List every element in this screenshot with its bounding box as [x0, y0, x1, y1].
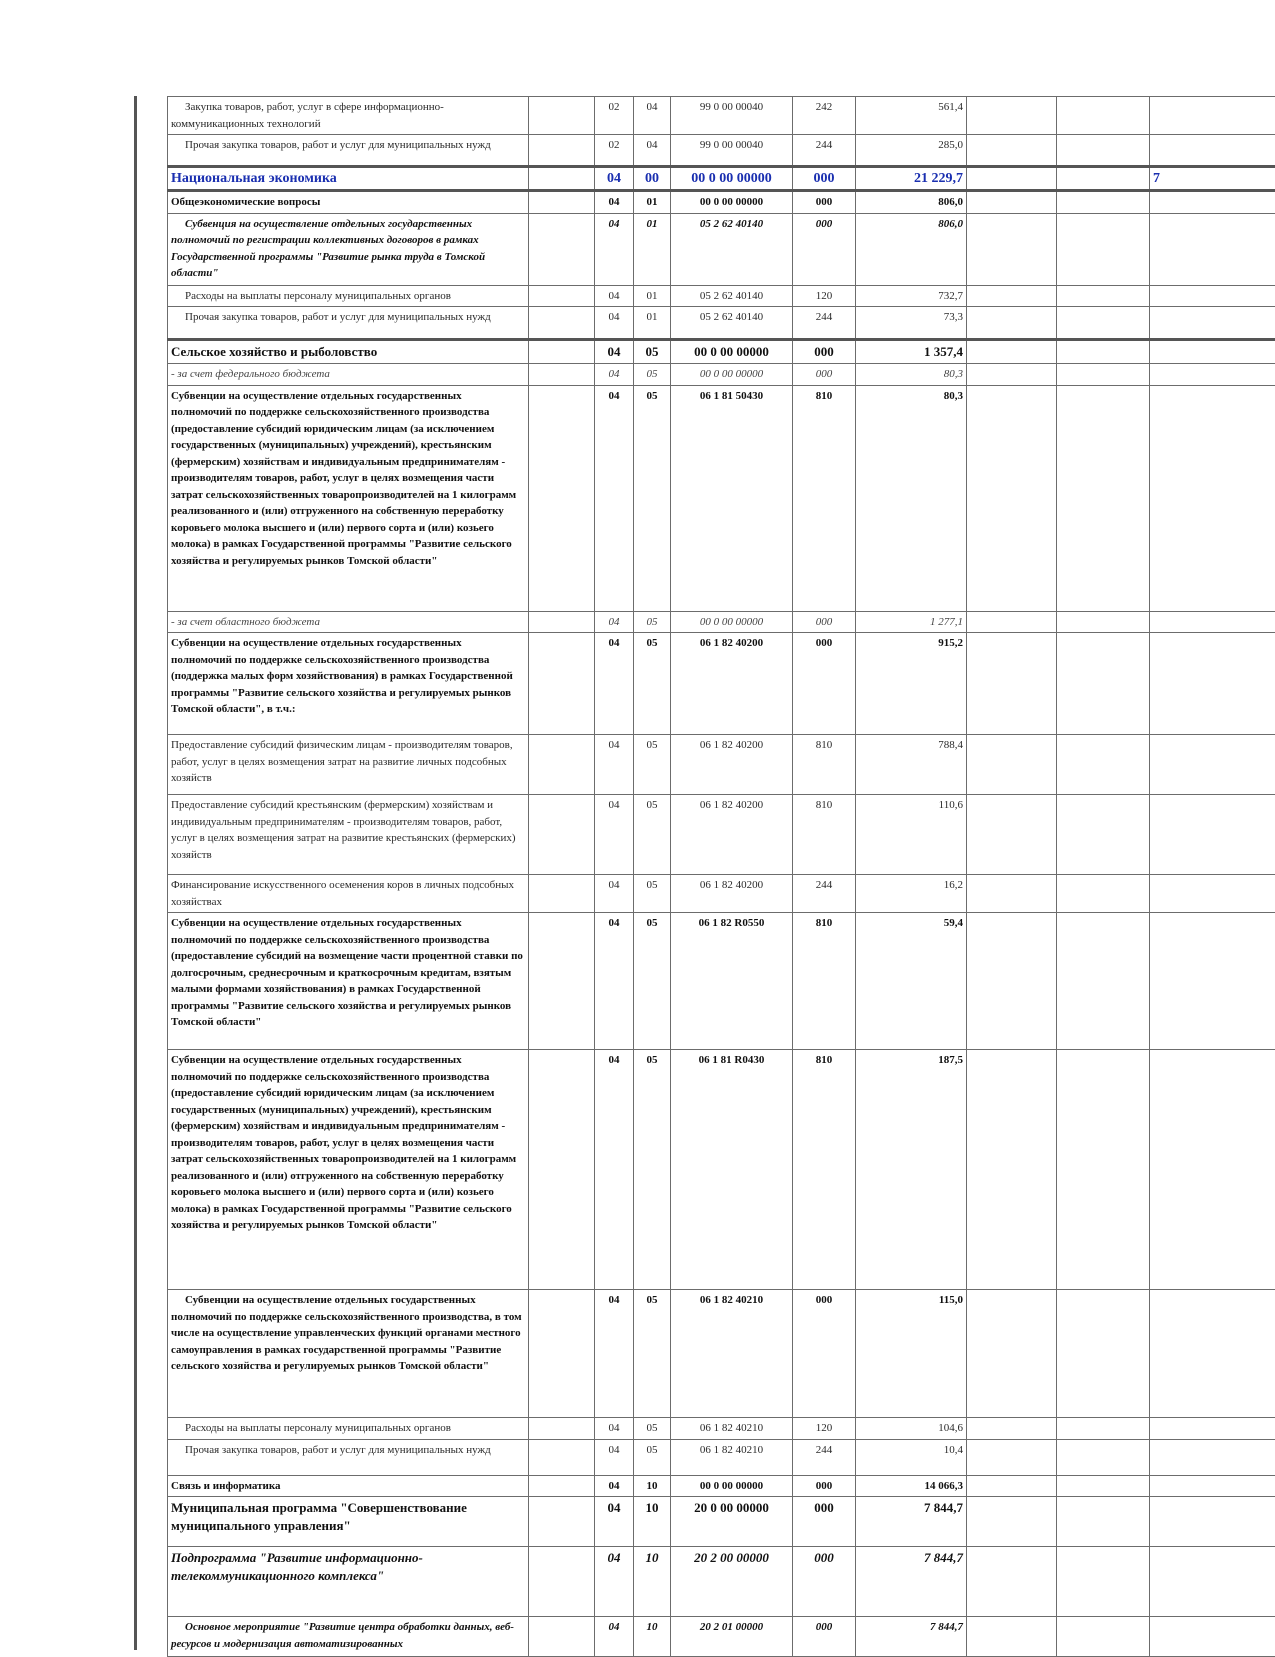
extra-value: [1150, 1418, 1275, 1440]
row-name: Предоставление субсидий крестьянским (фермерским) хозяйствам и индивидуальным предпринимателям - производителям товаров, работ, услуг в целях возмещения затрат на развитие крестьянских (фермерских) хозяйств: [168, 795, 529, 875]
subsection-code: 01: [634, 307, 671, 340]
blank-cell: [529, 913, 595, 1050]
subsection-code: 05: [634, 633, 671, 735]
empty-cell: [1057, 340, 1150, 364]
table-row: [168, 1290, 1275, 1418]
expense-type-code: 244: [793, 875, 856, 913]
expense-type-code: 120: [793, 1418, 856, 1440]
blank-cell: [529, 213, 595, 285]
row-name: Подпрограмма "Развитие информационно-телекоммуникационного комплекса": [168, 1547, 529, 1617]
empty-cell: [1057, 167, 1150, 191]
empty-cell: [967, 364, 1057, 386]
amount-value: 80,3: [856, 364, 967, 386]
subsection-code: 01: [634, 213, 671, 285]
table-row: [168, 213, 1275, 285]
expense-type-code: 244: [793, 307, 856, 340]
target-article-code: 06 1 82 40210: [671, 1290, 793, 1418]
section-code: 04: [595, 340, 634, 364]
empty-cell: [967, 1475, 1057, 1497]
row-name: - за счет областного бюджета: [168, 611, 529, 633]
empty-cell: [967, 385, 1057, 611]
extra-value: [1150, 191, 1275, 214]
subsection-code: 01: [634, 285, 671, 307]
expense-type-code: 000: [793, 633, 856, 735]
blank-cell: [529, 1418, 595, 1440]
extra-value: [1150, 385, 1275, 611]
section-code: 04: [595, 1497, 634, 1547]
section-code: 04: [595, 1290, 634, 1418]
amount-value: 59,4: [856, 913, 967, 1050]
expense-type-code: 000: [793, 1497, 856, 1547]
section-code: 04: [595, 1475, 634, 1497]
blank-cell: [529, 633, 595, 735]
target-article-code: 00 0 00 00000: [671, 191, 793, 214]
empty-cell: [1057, 875, 1150, 913]
section-code: 04: [595, 385, 634, 611]
amount-value: 806,0: [856, 191, 967, 214]
row-name: Субвенции на осуществление отдельных государственных полномочий по поддержке сельскохозяйственного производства (предоставление субсидий на возмещение части процентной ставки по долгосрочным, среднесрочным и краткосрочным кредитам, взятым малыми формами хозяйствования) в рамках Государственной программы "Развитие сельского хозяйства и регулируемых рынков Томской области": [168, 913, 529, 1050]
empty-cell: [1057, 795, 1150, 875]
expense-type-code: 244: [793, 1439, 856, 1475]
extra-value: [1150, 1617, 1275, 1657]
target-article-code: 05 2 62 40140: [671, 307, 793, 340]
blank-cell: [529, 1050, 595, 1290]
empty-cell: [967, 735, 1057, 795]
section-code: 04: [595, 633, 634, 735]
budget-table: [167, 96, 1275, 1657]
left-margin-rule: [134, 96, 137, 1650]
empty-cell: [967, 795, 1057, 875]
row-name: Субвенции на осуществление отдельных государственных полномочий по поддержке сельскохозяйственного производства (предоставление субсидий юридическим лицам (за исключением государственных (муниципальных) учреждений), крестьянским (фермерским) хозяйствам и индивидуальным предпринимателям - производителям товаров, работ, услуг в целях возмещения части затрат сельскохозяйственных товаропроизводителей на 1 килограмм реализованного и (или) отгруженного на собственную переработку коровьего молока высшего и (или) первого сорта и (или) козьего молока) в рамках Государственной программы "Развитие сельского хозяйства и регулируемых рынков Томской области": [168, 1050, 529, 1290]
expense-type-code: 244: [793, 135, 856, 167]
blank-cell: [529, 875, 595, 913]
empty-cell: [967, 633, 1057, 735]
expense-type-code: 810: [793, 795, 856, 875]
empty-cell: [967, 1290, 1057, 1418]
row-name: Субвенция на осуществление отдельных государственных полномочий по регистрации коллективных договоров в рамках Государственной программы "Развитие рынка труда в Томской области": [168, 213, 529, 285]
expense-type-code: 810: [793, 1050, 856, 1290]
extra-value: [1150, 1475, 1275, 1497]
extra-value: [1150, 1050, 1275, 1290]
section-code: 02: [595, 135, 634, 167]
target-article-code: 06 1 82 40200: [671, 795, 793, 875]
blank-cell: [529, 795, 595, 875]
blank-cell: [529, 1439, 595, 1475]
target-article-code: 99 0 00 00040: [671, 135, 793, 167]
subsection-code: 10: [634, 1475, 671, 1497]
extra-value: [1150, 1290, 1275, 1418]
target-article-code: 00 0 00 00000: [671, 611, 793, 633]
subsection-code: 05: [634, 1439, 671, 1475]
blank-cell: [529, 340, 595, 364]
target-article-code: 00 0 00 00000: [671, 364, 793, 386]
row-name: Прочая закупка товаров, работ и услуг для муниципальных нужд: [168, 307, 529, 340]
expense-type-code: 000: [793, 1617, 856, 1657]
subsection-code: 10: [634, 1497, 671, 1547]
amount-value: 285,0: [856, 135, 967, 167]
table-row: [168, 167, 1275, 191]
empty-cell: [1057, 213, 1150, 285]
target-article-code: 05 2 62 40140: [671, 213, 793, 285]
expense-type-code: 000: [793, 364, 856, 386]
blank-cell: [529, 97, 595, 135]
extra-value: [1150, 285, 1275, 307]
extra-value: [1150, 633, 1275, 735]
table-row: [168, 285, 1275, 307]
blank-cell: [529, 285, 595, 307]
empty-cell: [1057, 385, 1150, 611]
table-row: [168, 913, 1275, 1050]
empty-cell: [967, 1547, 1057, 1617]
amount-value: 1 357,4: [856, 340, 967, 364]
empty-cell: [967, 611, 1057, 633]
amount-value: 187,5: [856, 1050, 967, 1290]
row-name: Прочая закупка товаров, работ и услуг для муниципальных нужд: [168, 1439, 529, 1475]
amount-value: 561,4: [856, 97, 967, 135]
empty-cell: [1057, 1475, 1150, 1497]
amount-value: 115,0: [856, 1290, 967, 1418]
target-article-code: 06 1 82 R0550: [671, 913, 793, 1050]
empty-cell: [1057, 1547, 1150, 1617]
expense-type-code: 120: [793, 285, 856, 307]
subsection-code: 05: [634, 735, 671, 795]
empty-cell: [1057, 364, 1150, 386]
amount-value: 73,3: [856, 307, 967, 340]
section-code: 04: [595, 735, 634, 795]
row-name: Субвенции на осуществление отдельных государственных полномочий по поддержке сельскохозяйственного производства (поддержка малых форм хозяйствования) в рамках Государственной программы "Развитие сельского хозяйства и регулируемых рынков Томской области", в т.ч.:: [168, 633, 529, 735]
blank-cell: [529, 735, 595, 795]
extra-value: [1150, 340, 1275, 364]
expense-type-code: 000: [793, 611, 856, 633]
amount-value: 732,7: [856, 285, 967, 307]
row-name: Сельское хозяйство и рыболовство: [168, 340, 529, 364]
section-code: 04: [595, 1050, 634, 1290]
section-code: 04: [595, 795, 634, 875]
expense-type-code: 000: [793, 340, 856, 364]
subsection-code: 04: [634, 135, 671, 167]
subsection-code: 05: [634, 875, 671, 913]
blank-cell: [529, 1290, 595, 1418]
table-row: [168, 1617, 1275, 1657]
target-article-code: 20 2 01 00000: [671, 1617, 793, 1657]
amount-value: 21 229,7: [856, 167, 967, 191]
target-article-code: 06 1 81 R0430: [671, 1050, 793, 1290]
subsection-code: 04: [634, 97, 671, 135]
target-article-code: 06 1 82 40200: [671, 735, 793, 795]
empty-cell: [967, 340, 1057, 364]
empty-cell: [1057, 1418, 1150, 1440]
blank-cell: [529, 611, 595, 633]
empty-cell: [1057, 1497, 1150, 1547]
subsection-code: 10: [634, 1617, 671, 1657]
subsection-code: 05: [634, 1050, 671, 1290]
empty-cell: [967, 1439, 1057, 1475]
target-article-code: 20 0 00 00000: [671, 1497, 793, 1547]
subsection-code: 05: [634, 1290, 671, 1418]
expense-type-code: 810: [793, 735, 856, 795]
expense-type-code: 810: [793, 385, 856, 611]
section-code: 04: [595, 1617, 634, 1657]
empty-cell: [967, 913, 1057, 1050]
subsection-code: 10: [634, 1547, 671, 1617]
row-name: Предоставление субсидий физическим лицам - производителям товаров, работ, услуг в целях возмещения затрат на развитие личных подсобных хозяйств: [168, 735, 529, 795]
empty-cell: [967, 135, 1057, 167]
row-name: Субвенции на осуществление отдельных государственных полномочий по поддержке сельскохозяйственного производства (предоставление субсидий юридическим лицам (за исключением государственных (муниципальных) учреждений), крестьянским (фермерским) хозяйствам и индивидуальным предпринимателям - производителям товаров, работ, услуг в целях возмещения части затрат сельскохозяйственных товаропроизводителей на 1 килограмм реализованного и (или) отгруженного на собственную переработку коровьего молока высшего и (или) первого сорта и (или) козьего молока) в рамках Государственной программы "Развитие сельского хозяйства и регулируемых рынков Томской области": [168, 385, 529, 611]
target-article-code: 06 1 82 40200: [671, 633, 793, 735]
expense-type-code: 000: [793, 213, 856, 285]
extra-value: 7: [1150, 167, 1275, 191]
section-code: 04: [595, 611, 634, 633]
section-code: 02: [595, 97, 634, 135]
blank-cell: [529, 364, 595, 386]
expense-type-code: 000: [793, 167, 856, 191]
target-article-code: 20 2 00 00000: [671, 1547, 793, 1617]
amount-value: 806,0: [856, 213, 967, 285]
extra-value: [1150, 213, 1275, 285]
empty-cell: [1057, 135, 1150, 167]
blank-cell: [529, 135, 595, 167]
target-article-code: 06 1 82 40210: [671, 1418, 793, 1440]
target-article-code: 00 0 00 00000: [671, 167, 793, 191]
table-row: [168, 97, 1275, 135]
row-name: Основное мероприятие "Развитие центра обработки данных, веб-ресурсов и модернизация автоматизированных: [168, 1617, 529, 1657]
table-row: [168, 191, 1275, 214]
table-row: [168, 875, 1275, 913]
table-row: [168, 633, 1275, 735]
amount-value: 7 844,7: [856, 1617, 967, 1657]
blank-cell: [529, 167, 595, 191]
blank-cell: [529, 1617, 595, 1657]
row-name: Муниципальная программа "Совершенствование муниципального управления": [168, 1497, 529, 1547]
amount-value: 110,6: [856, 795, 967, 875]
row-name: Расходы на выплаты персоналу муниципальных органов: [168, 285, 529, 307]
section-code: 04: [595, 191, 634, 214]
empty-cell: [967, 97, 1057, 135]
empty-cell: [1057, 97, 1150, 135]
table-row: [168, 1547, 1275, 1617]
empty-cell: [1057, 735, 1150, 795]
expense-type-code: 810: [793, 913, 856, 1050]
extra-value: [1150, 611, 1275, 633]
expense-type-code: 000: [793, 1290, 856, 1418]
row-name: Связь и информатика: [168, 1475, 529, 1497]
extra-value: [1150, 307, 1275, 340]
empty-cell: [967, 875, 1057, 913]
extra-value: [1150, 913, 1275, 1050]
blank-cell: [529, 191, 595, 214]
target-article-code: 05 2 62 40140: [671, 285, 793, 307]
table-row: [168, 1475, 1275, 1497]
table-row: [168, 735, 1275, 795]
extra-value: [1150, 97, 1275, 135]
target-article-code: 99 0 00 00040: [671, 97, 793, 135]
table-row: [168, 340, 1275, 364]
table-row: [168, 1050, 1275, 1290]
empty-cell: [967, 1050, 1057, 1290]
amount-value: 16,2: [856, 875, 967, 913]
empty-cell: [1057, 1050, 1150, 1290]
target-article-code: 00 0 00 00000: [671, 1475, 793, 1497]
section-code: 04: [595, 213, 634, 285]
extra-value: [1150, 1497, 1275, 1547]
subsection-code: 05: [634, 364, 671, 386]
empty-cell: [1057, 285, 1150, 307]
section-code: 04: [595, 1439, 634, 1475]
table-row: [168, 611, 1275, 633]
target-article-code: 00 0 00 00000: [671, 340, 793, 364]
extra-value: [1150, 1439, 1275, 1475]
empty-cell: [1057, 611, 1150, 633]
expense-type-code: 000: [793, 191, 856, 214]
empty-cell: [967, 1497, 1057, 1547]
section-code: 04: [595, 875, 634, 913]
table-row: [168, 135, 1275, 167]
subsection-code: 05: [634, 1418, 671, 1440]
empty-cell: [967, 307, 1057, 340]
extra-value: [1150, 1547, 1275, 1617]
amount-value: 7 844,7: [856, 1547, 967, 1617]
amount-value: 10,4: [856, 1439, 967, 1475]
extra-value: [1150, 735, 1275, 795]
empty-cell: [1057, 307, 1150, 340]
row-name: Расходы на выплаты персоналу муниципальных органов: [168, 1418, 529, 1440]
amount-value: 80,3: [856, 385, 967, 611]
blank-cell: [529, 307, 595, 340]
section-code: 04: [595, 167, 634, 191]
subsection-code: 05: [634, 385, 671, 611]
expense-type-code: 000: [793, 1475, 856, 1497]
expense-type-code: 000: [793, 1547, 856, 1617]
blank-cell: [529, 385, 595, 611]
empty-cell: [1057, 1617, 1150, 1657]
row-name: Прочая закупка товаров, работ и услуг для муниципальных нужд: [168, 135, 529, 167]
table-row: [168, 1418, 1275, 1440]
section-code: 04: [595, 1418, 634, 1440]
blank-cell: [529, 1547, 595, 1617]
subsection-code: 05: [634, 913, 671, 1050]
section-code: 04: [595, 364, 634, 386]
amount-value: 1 277,1: [856, 611, 967, 633]
row-name: Закупка товаров, работ, услуг в сфере информационно-коммуникационных технологий: [168, 97, 529, 135]
subsection-code: 00: [634, 167, 671, 191]
blank-cell: [529, 1475, 595, 1497]
empty-cell: [1057, 191, 1150, 214]
extra-value: [1150, 795, 1275, 875]
empty-cell: [967, 191, 1057, 214]
empty-cell: [967, 167, 1057, 191]
extra-value: [1150, 875, 1275, 913]
target-article-code: 06 1 82 40200: [671, 875, 793, 913]
subsection-code: 01: [634, 191, 671, 214]
section-code: 04: [595, 307, 634, 340]
row-name: Национальная экономика: [168, 167, 529, 191]
extra-value: [1150, 364, 1275, 386]
row-name: Финансирование искусственного осеменения коров в личных подсобных хозяйствах: [168, 875, 529, 913]
subsection-code: 05: [634, 340, 671, 364]
amount-value: 788,4: [856, 735, 967, 795]
section-code: 04: [595, 1547, 634, 1617]
target-article-code: 06 1 82 40210: [671, 1439, 793, 1475]
subsection-code: 05: [634, 611, 671, 633]
blank-cell: [529, 1497, 595, 1547]
table-row: [168, 385, 1275, 611]
empty-cell: [967, 285, 1057, 307]
table-row: [168, 1439, 1275, 1475]
empty-cell: [967, 1418, 1057, 1440]
table-row: [168, 1497, 1275, 1547]
extra-value: [1150, 135, 1275, 167]
row-name: - за счет федерального бюджета: [168, 364, 529, 386]
section-code: 04: [595, 913, 634, 1050]
subsection-code: 05: [634, 795, 671, 875]
amount-value: 7 844,7: [856, 1497, 967, 1547]
amount-value: 14 066,3: [856, 1475, 967, 1497]
empty-cell: [1057, 1439, 1150, 1475]
empty-cell: [967, 1617, 1057, 1657]
empty-cell: [967, 213, 1057, 285]
row-name: Субвенции на осуществление отдельных государственных полномочий по поддержке сельскохозяйственного производства, в том числе на осуществление управленческих функций органами местного самоуправления в рамках государственной программы "Развитие сельского хозяйства и регулируемых рынков Томской области": [168, 1290, 529, 1418]
table-row: [168, 307, 1275, 340]
target-article-code: 06 1 81 50430: [671, 385, 793, 611]
section-code: 04: [595, 285, 634, 307]
amount-value: 104,6: [856, 1418, 967, 1440]
empty-cell: [1057, 1290, 1150, 1418]
amount-value: 915,2: [856, 633, 967, 735]
empty-cell: [1057, 633, 1150, 735]
table-row: [168, 795, 1275, 875]
empty-cell: [1057, 913, 1150, 1050]
expense-type-code: 242: [793, 97, 856, 135]
table-row: [168, 364, 1275, 386]
row-name: Общеэкономические вопросы: [168, 191, 529, 214]
